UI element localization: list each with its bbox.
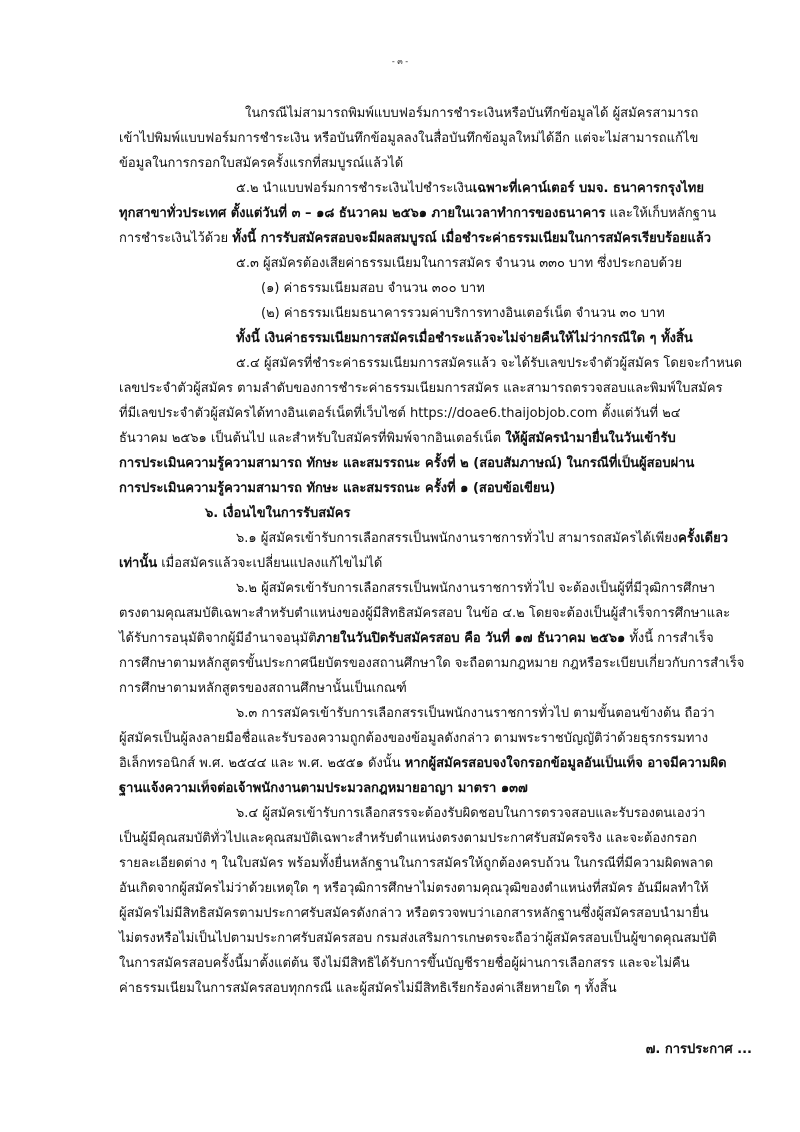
bold-text-segment: ครั้งเดียว — [678, 531, 729, 546]
para2-line1 — [261, 279, 485, 299]
text-segment: ค่าธรรมเนียมในการสมัครสอบทุกกรณี และผู้สมัครไม่มีสิทธิเรียกร้องค่าเสียหายใด ๆ ทั้งสิ้น — [119, 981, 617, 996]
text-segment: การศึกษาตามหลักสูตรขั้นประกาศนียบัตรของสถานศึกษาใด จะถือตามกฎหมาย กฎหรือระเบียบเกี่ยวกับการสำเร็จ — [119, 656, 745, 671]
para0-line0 — [245, 104, 698, 124]
para5-line0 — [236, 529, 728, 549]
para3-line2 — [119, 404, 681, 424]
para8-line4 — [119, 904, 709, 924]
bold-text-segment: ฐานแจ้งความเท็จต่อเจ้าพนักงานตามประมวลกฎหมายอาญา มาตรา ๑๓๗ — [119, 781, 528, 796]
text-segment: ๕.๔ ผู้สมัครที่ชำระค่าธรรมเนียมการสมัครแล้ว จะได้รับเลขประจำตัวผู้สมัคร โดยจะกำหนด — [236, 356, 743, 371]
para3-line3 — [119, 429, 676, 449]
text-segment: ได้รับการอนุมัติจากผู้มีอำนาจอนุมัติ — [119, 631, 317, 646]
text-segment: ๖.๓ การสมัครเข้ารับการเลือกสรรเป็นพนักงานราชการทั่วไป ตามขั้นตอนข้างต้น ถือว่า — [236, 706, 715, 721]
text-segment: ผู้สมัครเป็นผู้ลงลายมือชื่อและรับรองความถูกต้องของข้อมูลดังกล่าว ตามพระราชบัญญัติว่าด้วยธุรกรรมทาง — [119, 731, 709, 746]
para6-line2 — [119, 629, 714, 649]
text-segment: (๒) ค่าธรรมเนียมธนาคารรวมค่าบริการทางอินเตอร์เน็ต จำนวน ๓๐ บาท — [261, 306, 665, 321]
para3-line1 — [119, 379, 723, 399]
page-number: - ๓ - — [391, 57, 409, 66]
para7-line1 — [119, 729, 708, 749]
para6-line1 — [119, 604, 730, 624]
text-segment: ในกรณีไม่สามารถพิมพ์แบบฟอร์มการชำระเงินหรือบันทึกข้อมูลได้ ผู้สมัครสามารถ — [245, 106, 699, 121]
bold-text-segment: เท่านั้น — [119, 556, 158, 571]
para3-line5 — [119, 479, 555, 499]
para3-line0 — [236, 354, 742, 374]
bold-text-segment: ๖. เงื่อนไขในการรับสมัคร — [205, 506, 351, 521]
continuation-marker: ๗. การประกาศ ... — [645, 1042, 752, 1057]
text-segment: รายละเอียดต่าง ๆ ในใบสมัคร พร้อมทั้งยื่นหลักฐานในการสมัครให้ถูกต้องครบถ้วน ในกรณีที่มีความผิดพลาด — [119, 856, 714, 871]
para7-line3 — [119, 779, 528, 799]
text-segment: ๕.๒ นำแบบฟอร์มการชำระเงินไปชำระเงิน — [236, 181, 473, 196]
text-segment: ไม่ตรงหรือไม่เป็นไปตามประกาศรับสมัครสอบ กรมส่งเสริมการเกษตรจะถือว่าผู้สมัครสอบเป็นผู้ขาดคุณสมบัติ — [119, 931, 717, 946]
para6-line3 — [119, 654, 744, 674]
text-segment: ๖.๑ ผู้สมัครเข้ารับการเลือกสรรเป็นพนักงานราชการทั่วไป สามารถสมัครได้เพียง — [236, 531, 679, 546]
text-segment: เลขประจำตัวผู้สมัคร ตามลำดับของการชำระค่าธรรมเนียมการสมัคร และสามารถตรวจสอบและพิมพ์ใบสมัคร — [119, 381, 723, 396]
text-segment: การศึกษาตามหลักสูตรของสถานศึกษานั้นเป็นเกณฑ์ — [119, 681, 407, 696]
text-segment: เป็นผู้มีคุณสมบัติทั่วไปและคุณสมบัติเฉพาะสำหรับตำแหน่งตรงตามประกาศรับสมัครจริง และจะต้องกรอก — [119, 831, 698, 846]
para8-line2 — [119, 854, 713, 874]
bold-text-segment: ทั้งนี้ การรับสมัครสอบจะมีผลสมบูรณ์ เมื่อชำระค่าธรรมเนียมในการสมัครเรียบร้อยแล้ว — [232, 231, 712, 246]
para1-line1 — [119, 204, 716, 224]
bold-text-segment: เฉพาะที่เคาน์เตอร์ บมจ. ธนาคารกรุงไทย — [472, 181, 704, 196]
para0-line1 — [119, 129, 698, 149]
para6-line4 — [119, 679, 407, 699]
bold-text-segment: ให้ผู้สมัครนำมายื่นในวันเข้ารับ — [505, 431, 676, 446]
bold-text-segment: ทุกสาขาทั่วประเทศ ตั้งแต่วันที่ ๓ – ๑๘ ธันวาคม ๒๕๖๑ ภายในเวลาทำการของธนาคาร — [119, 206, 606, 221]
text-segment: ๖.๔ ผู้สมัครเข้ารับการเลือกสรรจะต้องรับผิดชอบในการตรวจสอบและรับรองตนเองว่า — [236, 806, 706, 821]
text-segment: ตรงตามคุณสมบัติเฉพาะสำหรับตำแหน่งของผู้มีสิทธิสมัครสอบ ในข้อ ๔.๒ โดยจะต้องเป็นผู้สำเร็จการศึกษาและ — [119, 606, 731, 621]
text-segment: ธันวาคม ๒๕๖๑ เป็นต้นไป และสำหรับใบสมัครที่พิมพ์จากอินเตอร์เน็ต — [119, 431, 506, 446]
bold-text-segment: การประเมินความรู้ความสามารถ ทักษะ และสมรรถนะ ครั้งที่ ๒ (สอบสัมภาษณ์) ในกรณีที่เป็นผู้สอบผ่าน — [119, 456, 695, 471]
para8-line7 — [119, 979, 617, 999]
text-segment: อันเกิดจากผู้สมัครไม่ว่าด้วยเหตุใด ๆ หรือวุฒิการศึกษาไม่ตรงตามคุณวุฒิของตำแหน่งที่สมัคร อันมีผลทำให้ — [119, 881, 709, 896]
text-segment: การชำระเงินไว้ด้วย — [119, 231, 233, 246]
para8-line1 — [119, 829, 697, 849]
bold-text-segment: ทั้งนี้ เงินค่าธรรมเนียมการสมัครเมื่อชำระแล้วจะไม่จ่ายคืนให้ไม่ว่ากรณีใด ๆ ทั้งสิ้น — [236, 331, 693, 346]
para8-line6 — [119, 954, 690, 974]
para2-line2 — [261, 304, 665, 324]
text-segment: และให้เก็บหลักฐาน — [605, 206, 717, 221]
text-segment: (๑) ค่าธรรมเนียมสอบ จำนวน ๓๐๐ บาท — [261, 281, 485, 296]
para1-line2 — [119, 229, 711, 249]
para8-line5 — [119, 929, 717, 949]
para7-line2 — [119, 754, 727, 774]
para0-line2 — [119, 154, 403, 174]
text-segment: ในการสมัครสอบครั้งนี้มาตั้งแต่ต้น จึงไม่มีสิทธิได้รับการขึ้นบัญชีรายชื่อผู้ผ่านการเลือกสรร และจะไม่คืน — [119, 956, 690, 971]
text-segment: ทั้งนี้ การสำเร็จ — [625, 631, 714, 646]
bold-text-segment: ภายในวันปิดรับสมัครสอบ คือ วันที่ ๑๗ ธันวาคม ๒๕๖๑ — [316, 631, 626, 646]
bold-text-segment: หากผู้สมัครสอบจงใจกรอกข้อมูลอันเป็นเท็จ อาจมีความผิด — [404, 756, 727, 771]
para6-line0 — [236, 579, 715, 599]
section-6-heading — [205, 504, 350, 524]
para2-line0 — [236, 254, 682, 274]
para2-line3 — [236, 329, 693, 349]
bold-text-segment: การประเมินความรู้ความสามารถ ทักษะ และสมรรถนะ ครั้งที่ ๑ (สอบข้อเขียน) — [119, 481, 556, 496]
text-segment: ผู้สมัครไม่มีสิทธิสมัครตามประกาศรับสมัครดังกล่าว หรือตรวจพบว่าเอกสารหลักฐานซึ่งผู้สมัครสอบนำมายื่น — [119, 906, 709, 921]
para3-line4 — [119, 454, 694, 474]
text-segment: เมื่อสมัครแล้วจะเปลี่ยนแปลงแก้ไขไม่ได้ — [157, 556, 383, 571]
para7-line0 — [236, 704, 715, 724]
text-segment: ๖.๒ ผู้สมัครเข้ารับการเลือกสรรเป็นพนักงานราชการทั่วไป จะต้องเป็นผู้ที่มีวุฒิการศึกษา — [236, 581, 716, 596]
text-segment: ข้อมูลในการกรอกใบสมัครครั้งแรกที่สมบูรณ์แล้วได้ — [119, 156, 404, 171]
para8-line0 — [236, 804, 706, 824]
text-segment: ที่มีเลขประจำตัวผู้สมัครได้ทางอินเตอร์เน็ตที่เว็บไซต์ https://doae6.thaijobjob.com ตั้งแต่วันที่ ๒๔ — [119, 406, 681, 421]
para5-line1 — [119, 554, 382, 574]
para8-line3 — [119, 879, 709, 899]
text-segment: ๕.๓ ผู้สมัครต้องเสียค่าธรรมเนียมในการสมัคร จำนวน ๓๓๐ บาท ซึ่งประกอบด้วย — [236, 256, 682, 271]
para1-line0 — [236, 179, 704, 199]
text-segment: เข้าไปพิมพ์แบบฟอร์มการชำระเงิน หรือบันทึกข้อมูลลงในสื่อบันทึกข้อมูลใหม่ได้อีก แต่จะไม่สามารถแก้ไข — [119, 131, 699, 146]
text-segment: อิเล็กทรอนิกส์ พ.ศ. ๒๕๔๔ และ พ.ศ. ๒๕๕๑ ดังนั้น — [119, 756, 405, 771]
